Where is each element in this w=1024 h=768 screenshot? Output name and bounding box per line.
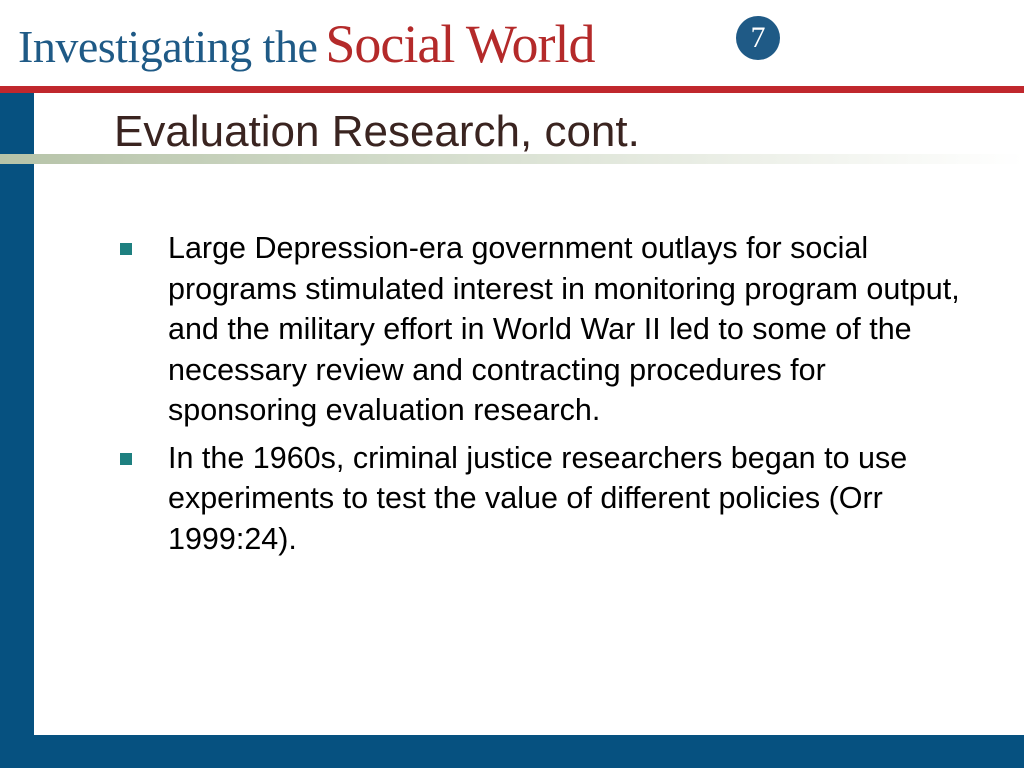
square-bullet-icon — [120, 243, 132, 255]
header-banner — [0, 0, 1024, 86]
bullet-list — [116, 228, 966, 566]
book-title-part1: Investigating the — [18, 21, 318, 72]
book-title-part2: Social World — [325, 14, 595, 74]
bullet-text: In the 1960s, criminal justice researchers began to use experiments to test the value of different policies (Orr 1999:24). — [168, 440, 908, 556]
footer-band — [0, 735, 1024, 768]
bullet-item — [116, 228, 966, 431]
square-bullet-icon — [120, 453, 132, 465]
edition-badge: 7 — [736, 16, 780, 60]
header-divider — [0, 86, 1024, 93]
bullet-item — [116, 438, 966, 560]
slide-title: Evaluation Research, cont. — [114, 107, 640, 156]
left-sidebar-band — [0, 93, 34, 768]
bullet-text: Large Depression-era government outlays for social programs stimulated interest in monitoring program output, and the military effort in World War II led to some of the necessary review and contracting procedures for sponsoring evaluation research. — [168, 231, 960, 427]
book-title-logo — [18, 6, 595, 82]
